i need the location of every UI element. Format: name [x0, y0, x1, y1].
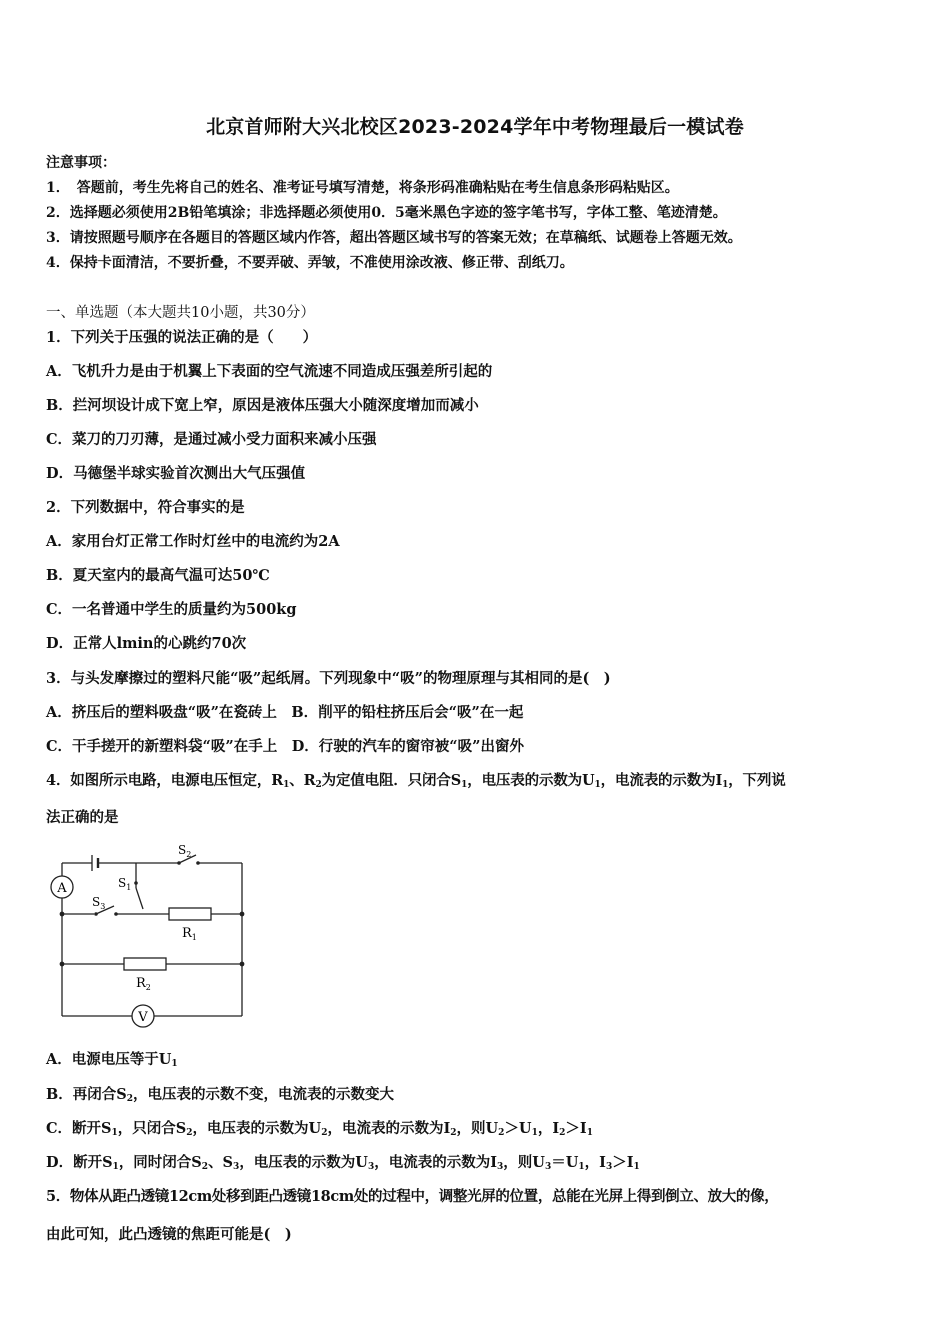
notice-heading: 注意事项：: [46, 155, 116, 171]
q4-option-b: B．再闭合$S_2$，电压表的示数不变，电流表的示数变大: [46, 1086, 394, 1104]
q4-stem-line2: 法正确的是: [46, 809, 119, 826]
switch-s1-blade: [136, 888, 143, 909]
q2-stem: 2．下列数据中，符合事实的是: [46, 499, 245, 516]
q1-option-d: D．马德堡半球实验首次测出大气压强值: [46, 465, 306, 482]
q5-stem-line1: 5．物体从距凸透镜12cm处移到距凸透镜18cm处的过程中，调整光屏的位置，总能在光屏上得到倒立、放大的像，: [46, 1188, 779, 1205]
voltmeter-label: V: [138, 1010, 148, 1025]
q3-options-ab: A．挤压后的塑料吸盘“吸”在瓷砖上 B．削平的铅柱挤压后会“吸”在一起: [46, 704, 524, 721]
q2-option-c: C．一名普通中学生的质量约为500kg: [46, 601, 297, 618]
q1-option-a: A．飞机升力是由于机翼上下表面的空气流速不同造成压强差所引起的: [46, 363, 493, 380]
q2-option-d: D．正常人lmin的心跳约70次: [46, 635, 247, 652]
notice-item-1: 1． 答题前，考生先将自己的姓名、准考证号填写清楚，将条形码准确粘贴在考生信息条形码粘贴区。: [46, 180, 679, 196]
q4-circuit-diagram: [44, 838, 254, 1038]
q1-stem: 1．下列关于压强的说法正确的是（ ）: [46, 329, 318, 346]
q2-option-a: A．家用台灯正常工作时灯丝中的电流约为2A: [46, 533, 340, 550]
q4-stem-line1: 4．如图所示电路，电源电压恒定，$R_1$、$R_2$为定值电阻．只闭合$S_1$，电压表的示数为$U_1$，电流表的示数为$I_1$，下列说: [46, 772, 786, 790]
ammeter-label: A: [57, 881, 67, 896]
q1-option-b: B．拦河坝设计成下宽上窄，原因是液体压强大小随深度增加而减小: [46, 397, 479, 414]
q3-options-cd: C．干手搓开的新塑料袋“吸”在手上 D．行驶的汽车的窗帘被“吸”出窗外: [46, 738, 524, 755]
q3-stem: 3．与头发摩擦过的塑料尺能“吸”起纸屑。下列现象中“吸”的物理原理与其相同的是( ): [46, 670, 611, 687]
q2-option-b: B．夏天室内的最高气温可达50℃: [46, 567, 270, 584]
r2-label: $R_2$: [136, 976, 151, 992]
resistor-r2: [124, 958, 166, 970]
q4-option-c: C．断开$S_1$，只闭合$S_2$，电压表的示数为$U_2$，电流表的示数为$I_2$，则$U_2>U_1$，$I_2>I_1$: [46, 1120, 593, 1138]
q5-stem-line2: 由此可知，此凸透镜的焦距可能是( ): [46, 1226, 292, 1243]
s1-label: $S_1$: [118, 876, 132, 892]
s2-label: $S_2$: [178, 843, 192, 859]
section-header: 一、单选题（本大题共10小题，共30分）: [46, 305, 315, 321]
notice-item-3: 3．请按照题号顺序在各题目的答题区域内作答，超出答题区域书写的答案无效；在草稿纸、试题卷上答题无效。: [46, 230, 742, 246]
resistor-r1: [169, 908, 211, 920]
page-title: 北京首师附大兴北校区2023-2024学年中考物理最后一模试卷: [206, 116, 744, 138]
q1-option-c: C．菜刀的刀刃薄，是通过减小受力面积来减小压强: [46, 431, 377, 448]
notice-item-4: 4．保持卡面清洁，不要折叠，不要弄破、弄皱，不准使用涂改液、修正带、刮纸刀。: [46, 255, 574, 271]
q4-option-d: D．断开$S_1$，同时闭合$S_2$、$S_3$，电压表的示数为$U_3$，电流表的示数为$I_3$，则$U_3=U_1$，$I_3>I_1$: [46, 1154, 640, 1172]
q4-option-a: A．电源电压等于$U_1$: [46, 1051, 178, 1069]
s3-label: $S_3$: [92, 895, 106, 911]
r1-label: $R_1$: [182, 926, 197, 942]
notice-item-2: 2．选择题必须使用2B铅笔填涂；非选择题必须使用0．5毫米黑色字迹的签字笔书写，字体工整、笔迹清楚。: [46, 205, 727, 221]
